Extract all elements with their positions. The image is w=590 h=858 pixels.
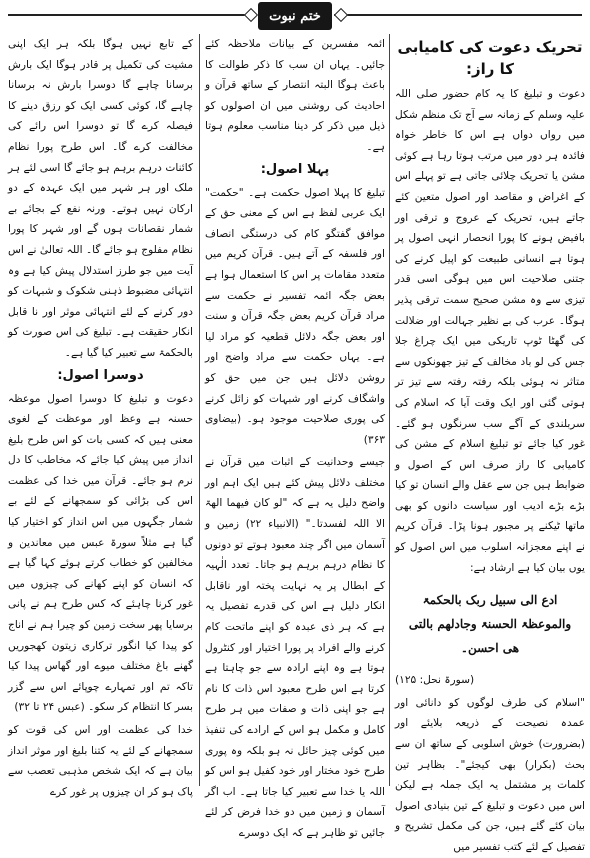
body-paragraph: خدا کی عظمت اور اس کی قوت کو سمجھانے کے لئے یہ کتنا بلیغ اور موثر انداز بیان ہے کہ ایک شخص مذہبی تعصب سے پاک ہو کر ان چیزوں پر غور کرے [8, 724, 193, 798]
quran-verse: ادع الی سبیل ربک بالحکمۃ والموعظۃ الحسنۃ وجادلھم بالتی ھی احسن۔ [408, 593, 572, 656]
header-rule-left [8, 14, 256, 16]
column-middle [205, 34, 385, 839]
body-paragraph: دعوت و تبلیغ کا یہ کام حضور صلی اللہ علیہ وسلم کے زمانہ سے آج تک منظم شکل میں رواں دواں ہے اس کا خاطر خواہ فائدہ ہر دور میں مرتب ہوتا رہا ہے کوئی مشن یا تحریک چلائی جاتی ہے تو پہلے اس کے اغراض و مقاصد اور اصول متعین کئے جاتے ہیں، تحریک کے عروج و ترقی اور بافیض ہونے کا پورا انحصار انہی اصول پر ہوتا ہے انسانی طبیعت کو اپیل کرنے کی جتنی صلاحیت اس میں ہوگی اسی قدر تیزی سے وہ مشن صحیح سمت ترقی پذیر ہوگا۔ عرب کی بے نظیر جہالت اور ضلالت کی گھٹا ٹوپ تاریکی میں ایک چراغ جلا جس کی لو باد مخالف کے تیز جھونکوں سے متاثر نہ ہوئی بلکہ رفتہ رفتہ سے تیز تر ہوتی گئی اور ایک وقت آیا کہ اسلام کی سربلندی کے آگے سب سرنگوں ہو گئے۔ غور کیا جائے تو تبلیغ اسلام کے مشن کی کامیابی کا راز صرف اس کے اصول و ضوابط ہیں جن سے عقل والے انسان تو کیا بڑے بڑے ادیب اور سیاست دانوں کو بھی ماتھا ٹیکنے پر مجبور ہونا پڑا۔ قرآن کریم نے اپنے معجزانہ اسلوب میں اس اصول کو یوں بیان کیا ہے ارشاد ہے: [395, 88, 585, 574]
body-paragraph: ائمہ مفسرین کے بیانات ملاحظہ کئے جائیں۔ یہاں ان سب کا ذکر طوالت کا باعث ہوگا البتہ انتصار کے ساتھ قرآن و احادیث کی روشنی میں ان اصولوں کو ذیل میں ذکر کر دینا مناسب معلوم ہوتا ہے۔ [205, 38, 385, 153]
subheading: دوسرا اصول: [57, 367, 144, 383]
header-rule-right [334, 14, 582, 16]
subheading: پہلا اصول: [260, 161, 330, 177]
body-paragraph: "اسلام کی طرف لوگوں کو دانائی اور عمدہ نصیحت کے ذریعہ بلایئے اور (بضرورت) خوش اسلوبی کے ساتھ ان سے بحث (بکرار) بھی کیجئے"۔ بظاہر تین کلمات پر مشتمل یہ ایک جملہ ہے لیکن اس میں دعوت و تبلیغ کے تین بنیادی اصول بیان کئے گئے ہیں، جن کی مکمل تشریح و تفصیل کے لئے کتب تفسیر میں [395, 696, 585, 853]
emblem-box [258, 2, 332, 30]
emblem-text: ختم نبوت [269, 8, 321, 24]
column-left [8, 34, 193, 798]
column-divider [199, 34, 200, 786]
column-divider [389, 34, 390, 786]
verse-reference: (سورۃ نحل: ۱۲۵) [395, 674, 475, 687]
masthead-emblem [258, 2, 332, 30]
body-paragraph: کے تابع نہیں ہوگا بلکہ ہر ایک اپنی مشیت کی تکمیل پر قادر ہوگا ایک بارش برسانا چاہے گا دوسرا بارش نہ برسانا چاہے گا، کوئی کسی ایک کو رزق دینے کا فیصلہ کرے گا تو دوسرا اس رائے کی مخالفت کرے گا۔ اس طرح پورا نظام کائنات درہم برہم ہو جائے گا اسی لئے ہر ملک اور ہر شہر میں ایک عہدہ کے دو ارکان نہیں ہوتے۔ ورنہ نفع کے بجائے بے شمار نقصانات ہوں گے اور شہر کا پورا نظام مفلوج ہو جائے گا۔ اللہ تعالیٰ نے اس آیت میں جو طرز استدلال پیش کیا ہے وہ انتہائی مضبوط ذہنی شکوک و شبہات کو دور کرنے کے لئے انتہائی موثر اور نا قابل انکار حقیقت ہے۔ تبلیغ کی اس صورت کو بالحکمۃ سے تعبیر کیا گیا ہے۔ [8, 38, 193, 359]
body-paragraph: جیسے وحدانیت کے اثبات میں قرآن نے مختلف دلائل پیش کئے ہیں ایک اہم اور واضح دلیل یہ ہے کہ "لو کان فیھما الھۃ الا اللہ لفسدتا۔" (الانبیاء ۲۲) زمین و آسمان میں اگر چند معبود ہوتے تو دونوں کا نظام درہم برہم ہو جاتا۔ تعدد الٰہیہ کے ابطال پر یہ نہایت پختہ اور ناقابل انکار دلیل ہے اس کی قدرے تفصیل یہ ہے کہ ہر ذی عبدہ کو اپنے ماتحت کام کرنے والے افراد پر پورا اختیار اور کنٹرول ہوتا ہے وہ اپنے ارادہ سے جو چاہتا ہے کرتا ہے اس طرح معبود اس ذات کا نام ہے جو اپنی ذات و صفات میں ہر طرح کامل و مکمل ہو اس کے ارادے کی تنفیذ میں کوئی چیز حائل نہ ہو بلکہ وہ پوری طرح خود مختار اور خود کفیل ہو اس کو اللہ یا خدا سے تعبیر کیا جاتا ہے۔ اب اگر آسمان و زمین میں دو خدا فرض کر لئے جائیں تو ظاہر ہے کہ ایک دوسرے [205, 456, 385, 839]
body-paragraph: دعوت و تبلیغ کا دوسرا اصول موعظہ حسنہ ہے وعظ اور موعظت کے لغوی معنی ہیں کہ کسی بات کو اس طرح بلیغ انداز میں پیش کیا جائے کہ مخاطب کا دل نرم ہو جائے۔ قرآن میں خدا کی عظمت اس کی بڑائی کو سمجھانے کے لئے بے شمار جگہوں میں اس انداز کو اختیار کیا گیا ہے مثلاً سورۃ عبس میں معاندین و مخالفین کو خطاب کرتے ہوئے کہا گیا ہے کہ انسان کو اپنے کھانے کی چیزوں میں غور کرنا چاہئے کہ کس طرح ہم نے پانی برسایا پھر سخت زمین کو چیرا ہم نے اناج کو پیدا کیا انگور ترکاری زیتون کھجوریں گھنے باغ مختلف میوے اور گھاس پیدا کیا تاکہ تم اور تمہارے چوپائے اس سے گزر بسر کا انتظام کر سکو۔ (عبس ۲۴ تا ۳۲) [8, 392, 193, 714]
ornament-diamond-icon [334, 8, 348, 22]
ornament-diamond-icon [244, 8, 258, 22]
body-paragraph: تبلیغ کا پہلا اصول حکمت ہے۔ "حکمت" ایک عربی لفظ ہے اس کے معنی حق کے موافق گفتگو کام کی درستگی انصاف اور فلسفہ کے آتے ہیں۔ قرآن کریم میں متعدد مقامات پر اس کا استعمال ہوا ہے بعض جگہ ائمہ تفسیر نے حکمت سے مراد قرآن کریم بعض جگہ قرآن و سنت اور بعض جگہ دلائل قطعیہ کو مراد لیا ہے۔ یہاں حکمت سے مراد واضح اور روشن دلائل ہیں جن میں حق کو واشگاف کرنے اور شبہات کو زائل کرنے کی پوری صلاحیت موجود ہو۔ (بیضاوی ۳۶۳) [205, 186, 385, 446]
section-heading: تحریک دعوت کی کامیابی کا راز: [397, 38, 583, 78]
column-right [395, 34, 585, 853]
